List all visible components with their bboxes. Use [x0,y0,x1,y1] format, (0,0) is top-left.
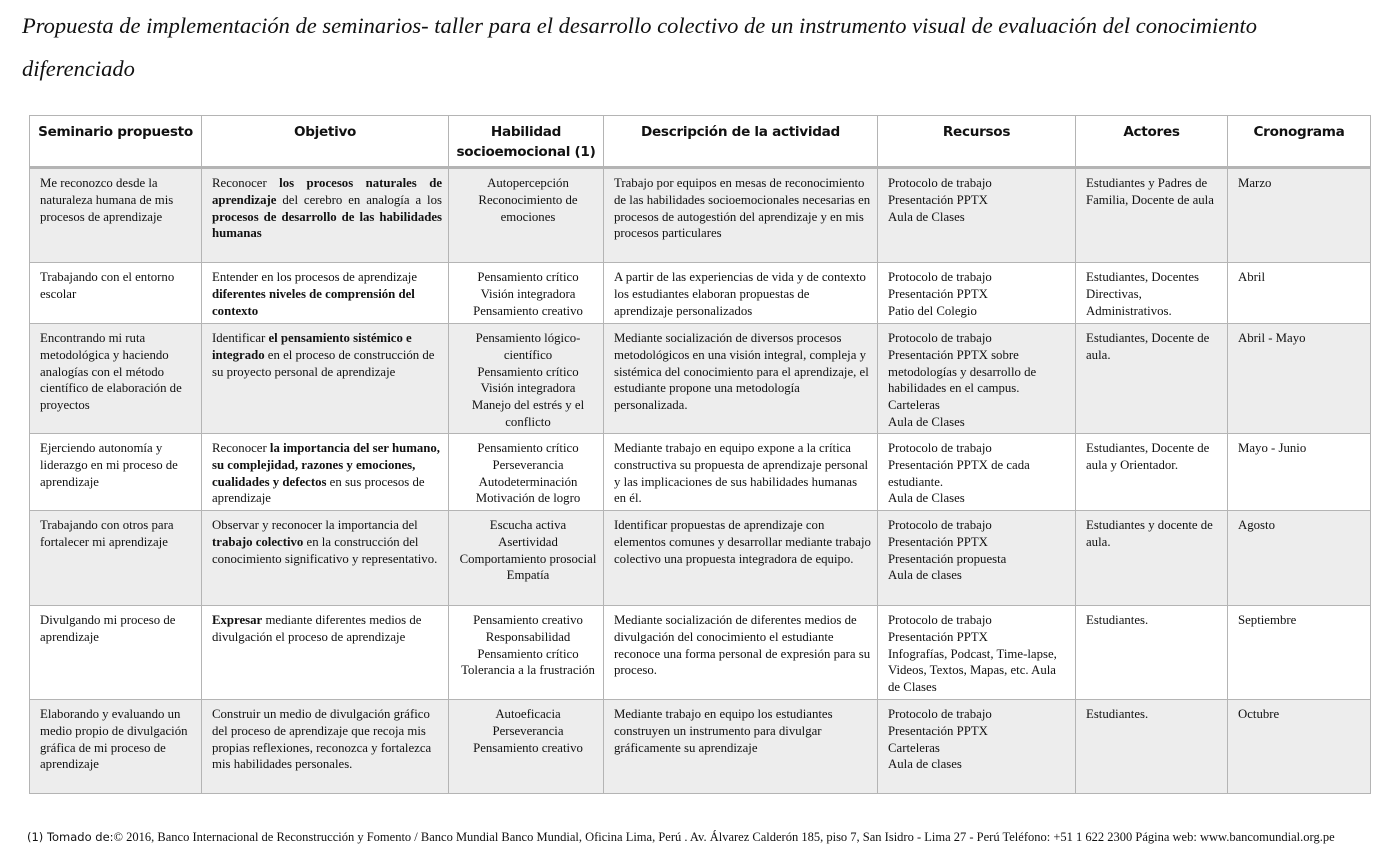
recurso-item: Aula de Clases [888,209,965,224]
recurso-item: Protocolo de trabajo [888,518,992,532]
recurso-item: Protocolo de trabajo [888,176,992,190]
table-row [30,606,1371,700]
recurso-item: Patio del Colegio [888,303,977,318]
cell-descripcion: Mediante trabajo en equipo los estudiantes construyen un instrumento para divulgar gráficamente su aprendizaje [604,700,878,794]
footnote-marker: (1) Tomado de: [27,830,114,844]
recurso-item: Aula de Clases [888,414,965,429]
cell-habilidad [449,168,604,263]
cell-cronograma: Abril [1228,263,1371,324]
habilidad-item: Autoeficacia [495,707,561,721]
cell-descripcion: Identificar propuestas de aprendizaje con elementos comunes y desarrollar mediante trabajo colectivo una propuesta integradora de equipo. [604,511,878,606]
table-row [30,324,1371,434]
header-objetivo: Objetivo [202,116,449,168]
cell-recursos [878,434,1076,511]
cell-recursos [878,324,1076,434]
header-seminario: Seminario propuesto [30,116,202,168]
cell-cronograma: Octubre [1228,700,1371,794]
recurso-item: Presentación PPTX [888,192,988,207]
recurso-item: Protocolo de trabajo [888,331,992,345]
objetivo-bold-text: diferentes niveles de comprensión del contexto [212,286,415,318]
cell-objetivo [202,511,449,606]
objetivo-text: Entender en los procesos de aprendizaje [212,270,418,284]
footnote-text: © 2016, Banco Internacional de Reconstrucción y Fomento / Banco Mundial Banco Mundial, Oficina Lima, Perú . Av. Álvarez Calderón 185, piso 7, San Isidro - Lima 27 - Perú Teléfono: +51 1 622 2300 Página web: www.bancomundial.org.pe [113,830,1335,844]
habilidad-item: Tolerancia a la frustración [461,663,595,678]
objetivo-text: en la construcción del conocimiento significativo y representativo. [212,534,438,566]
cell-objetivo [202,263,449,324]
header-actores: Actores [1076,116,1228,168]
cell-seminario: Trabajando con el entorno escolar [30,263,202,324]
table-header-row [30,116,1371,168]
header-habilidad: Habilidad socioemocional (1) [449,116,604,168]
recurso-item: Presentación PPTX de cada estudiante. [888,457,1030,489]
habilidad-item: Pensamiento creativo [473,613,583,627]
cell-descripcion: Trabajo por equipos en mesas de reconocimiento de las habilidades socioemocionales necesarias en procesos de autogestión del aprendizaje y en mis procesos particulares [604,168,878,263]
cell-actores: Estudiantes y Padres de Familia, Docente de aula [1076,168,1228,263]
habilidad-item: Reconocimiento de emociones [478,192,578,224]
cell-actores: Estudiantes, Docente de aula y Orientador. [1076,434,1228,511]
header-recursos: Recursos [878,116,1076,168]
habilidad-item: Manejo del estrés y el conflicto [471,398,585,429]
cell-cronograma: Mayo - Junio [1228,434,1371,511]
recurso-item: Presentación PPTX sobre metodologías y desarrollo de habilidades en el campus. [888,347,1037,396]
recurso-item: Presentación PPTX [888,723,988,738]
header-descripcion: Descripción de la actividad [604,116,878,168]
habilidad-item: Empatía [506,568,550,583]
cell-seminario: Ejerciendo autonomía y liderazgo en mi proceso de aprendizaje [30,434,202,511]
cell-actores: Estudiantes. [1076,606,1228,700]
cell-objetivo [202,434,449,511]
recurso-item: Aula de Clases [888,491,965,506]
cell-habilidad [449,606,604,700]
cell-recursos [878,700,1076,794]
habilidad-item: Pensamiento creativo [473,303,583,318]
habilidad-item: Pensamiento crítico [477,441,579,455]
cell-actores: Estudiantes, Docente de aula. [1076,324,1228,434]
cell-seminario: Encontrando mi ruta metodológica y haciendo analogías con el método científico de elaboración de proyectos [30,324,202,434]
table-body [30,168,1371,794]
cell-descripcion: Mediante trabajo en equipo expone a la crítica constructiva su propuesta de aprendizaje personal y las implicaciones de sus habilidades humanas en él. [604,434,878,511]
cell-actores: Estudiantes, Docentes Directivas, Administrativos. [1076,263,1228,324]
recurso-item: Carteleras [888,398,940,413]
cell-descripcion: Mediante socialización de diferentes medios de divulgación del conocimiento el estudiante reconoce una forma personal de expresión para su proceso. [604,606,878,700]
habilidad-item: Asertividad [498,534,558,549]
habilidad-item: Responsabilidad [485,629,571,644]
habilidad-item: Visión integradora [480,381,576,396]
recurso-item: Protocolo de trabajo [888,613,992,627]
recurso-item: Presentación propuesta [888,551,1007,566]
cell-seminario: Trabajando con otros para fortalecer mi aprendizaje [30,511,202,606]
habilidad-item: Perseverancia [492,457,564,472]
objetivo-text: en sus procesos de aprendizaje [212,474,425,506]
recurso-item: Carteleras [888,740,940,755]
cell-recursos [878,511,1076,606]
cell-actores: Estudiantes y docente de aula. [1076,511,1228,606]
recurso-item: Aula de clases [888,568,962,583]
objetivo-text: del cerebro en analogía a los [276,192,442,207]
objetivo-text: Observar y reconocer la importancia del [212,518,418,532]
habilidad-item: Escucha activa [489,518,567,532]
cell-cronograma: Abril - Mayo [1228,324,1371,434]
objetivo-bold-text: el pensamiento sistémico e integrado [212,331,412,362]
habilidad-item: Pensamiento creativo [473,740,583,755]
table-row [30,168,1371,263]
objetivo-bold-text: trabajo colectivo [212,534,304,549]
habilidad-item: Autodeterminación [478,474,578,489]
recurso-item: Presentación PPTX [888,286,988,301]
table-row [30,700,1371,794]
table-row [30,263,1371,324]
cell-habilidad [449,324,604,434]
header-cronograma: Cronograma [1228,116,1371,168]
cell-recursos [878,263,1076,324]
habilidad-item: Comportamiento prosocial [459,551,597,566]
habilidad-item: Perseverancia [492,723,564,738]
recurso-item: Presentación PPTX [888,534,988,549]
habilidad-item: Motivación de logro [475,491,581,506]
cell-seminario: Divulgando mi proceso de aprendizaje [30,606,202,700]
cell-seminario: Me reconozco desde la naturaleza humana de mis procesos de aprendizaje [30,168,202,263]
habilidad-item: Pensamiento lógico-científico [475,331,581,362]
objetivo-bold-text: los procesos naturales de aprendizaje [212,176,442,207]
cell-objetivo [202,168,449,263]
habilidad-item: Visión integradora [480,286,576,301]
cell-descripcion: Mediante socialización de diversos procesos metodológicos en una visión integral, compleja y sistémica del conocimiento para el aprendizaje, el estudiante propone una metodología personalizada. [604,324,878,434]
habilidad-item: Pensamiento crítico [477,646,579,661]
cell-cronograma: Agosto [1228,511,1371,606]
cell-objetivo [202,324,449,434]
cell-descripcion: A partir de las experiencias de vida y de contexto los estudiantes elaboran propuestas de aprendizaje personalizados [604,263,878,324]
cell-habilidad [449,263,604,324]
objetivo-text: Construir un medio de divulgación gráfico del proceso de aprendizaje que recoja mis propias reflexiones, reconozca y fortalezca mis habilidades personales. [212,707,432,772]
recurso-item: Aula de clases [888,757,962,772]
cell-seminario: Elaborando y evaluando un medio propio de divulgación gráfica de mi proceso de aprendizaje [30,700,202,794]
recurso-item: Protocolo de trabajo [888,270,992,284]
objetivo-text: Reconocer [212,441,270,455]
objetivo-bold-text: Expresar [212,613,263,627]
cell-habilidad [449,700,604,794]
seminars-table [29,115,1371,794]
habilidad-item: Pensamiento crítico [477,364,579,379]
objetivo-text: en el proceso de construcción de su proyecto personal de aprendizaje [212,347,435,379]
cell-cronograma: Marzo [1228,168,1371,263]
habilidad-item: Autopercepción [487,176,569,190]
cell-recursos [878,168,1076,263]
cell-objetivo [202,700,449,794]
objetivo-bold-text: la importancia del ser humano, su complejidad, razones y emociones, cualidades y defectos [212,441,440,489]
footnote [27,829,1367,846]
cell-habilidad [449,434,604,511]
recurso-item: Protocolo de trabajo [888,707,992,721]
recurso-item: Presentación PPTX [888,629,988,644]
objetivo-text: Identificar [212,331,269,345]
recurso-item: Protocolo de trabajo [888,441,992,455]
cell-objetivo [202,606,449,700]
recurso-item: Infografías, Podcast, Time-lapse, Videos, Textos, Mapas, etc. Aula de Clases [888,646,1057,695]
cell-cronograma: Septiembre [1228,606,1371,700]
cell-actores: Estudiantes. [1076,700,1228,794]
objetivo-text: Reconocer [212,176,280,190]
table-row [30,434,1371,511]
objetivo-bold-text: procesos de desarrollo de las habilidades humanas [212,209,442,241]
habilidad-item: Pensamiento crítico [477,270,579,284]
document-title: Propuesta de implementación de seminarios- taller para el desarrollo colectivo de un instrumento visual de evaluación del conocimiento diferenciado [22,13,1257,81]
table-row [30,511,1371,606]
cell-habilidad [449,511,604,606]
objetivo-text: mediante diferentes medios de divulgación el proceso de aprendizaje [212,613,422,644]
cell-recursos [878,606,1076,700]
